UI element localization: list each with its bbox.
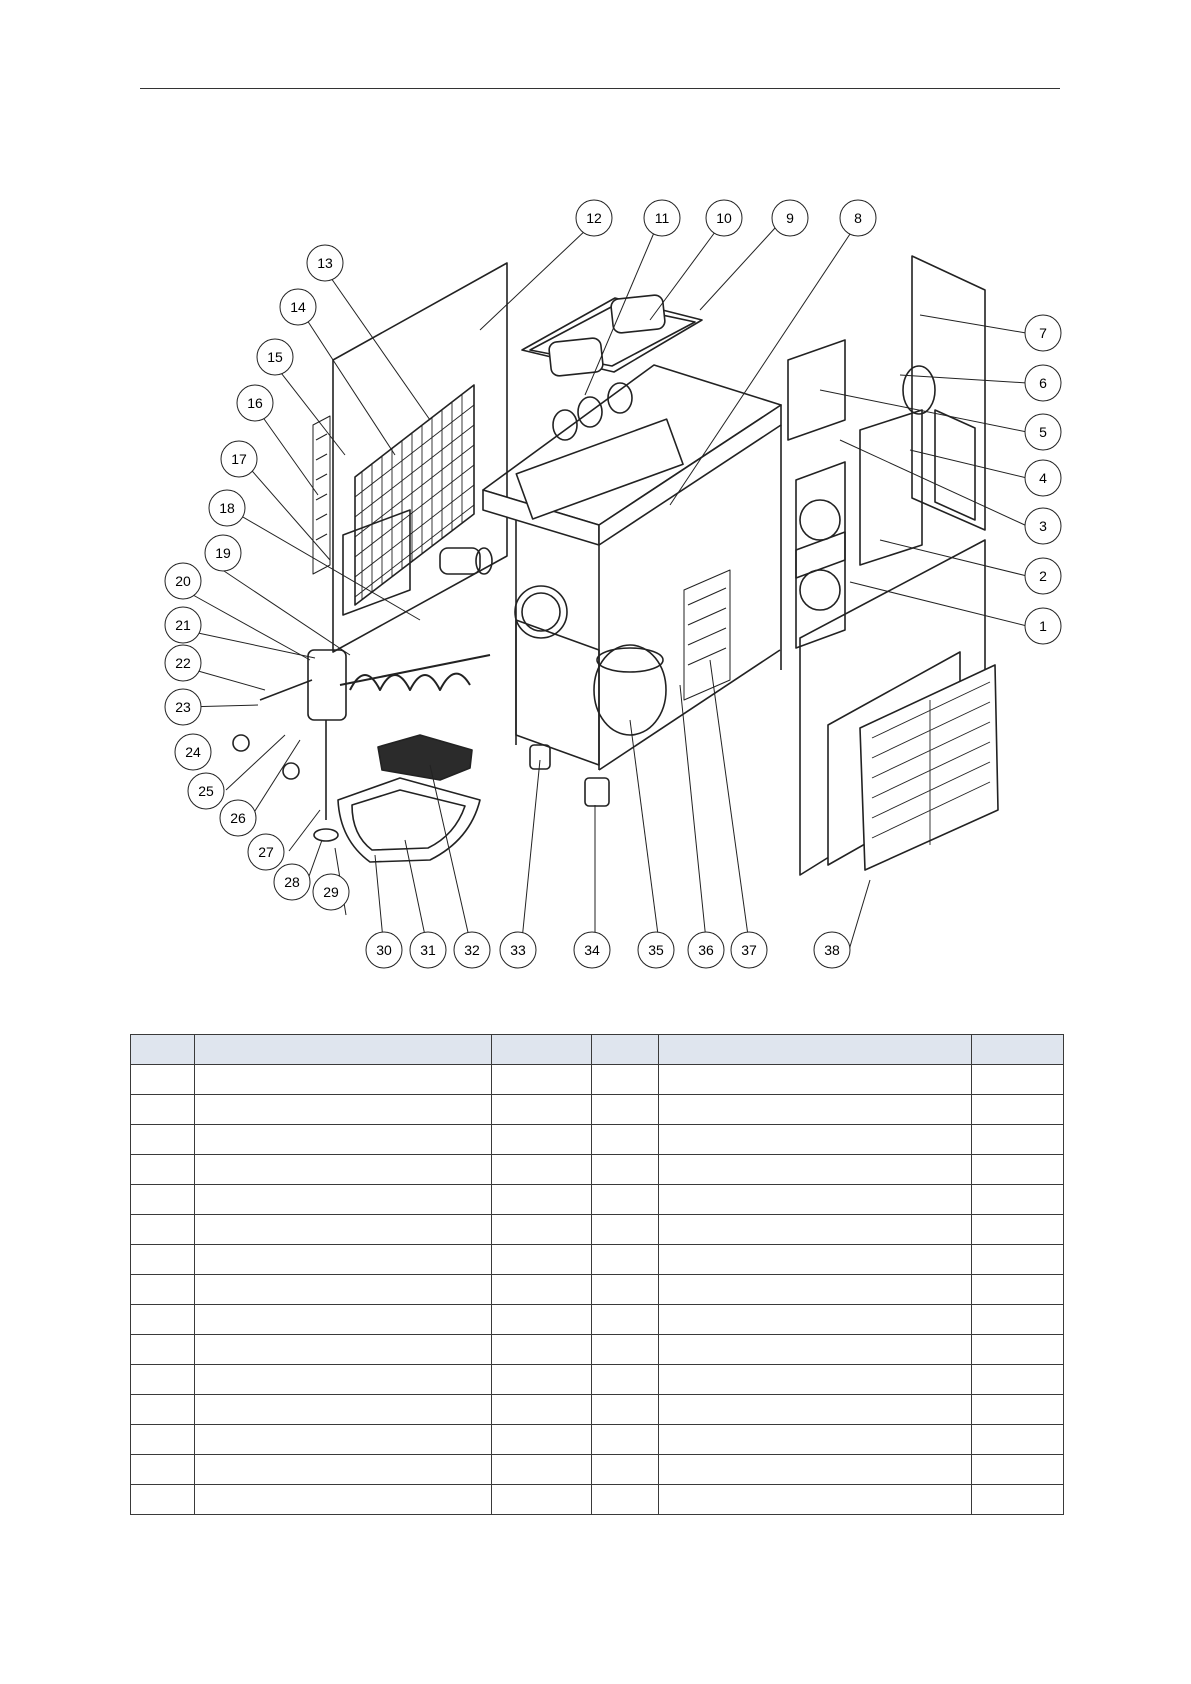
table-cell [659,1395,972,1425]
table-row [131,1125,1064,1155]
table-cell [659,1275,972,1305]
column-header [131,1035,195,1065]
svg-text:31: 31 [420,942,436,958]
svg-text:15: 15 [267,349,283,365]
callout-31 [410,932,446,968]
callout-25 [188,773,224,809]
callout-16 [237,385,273,421]
callout-38 [814,932,850,968]
table-cell [492,1245,592,1275]
table-cell [195,1365,492,1395]
callout-22 [165,645,201,681]
table-cell [492,1095,592,1125]
svg-text:19: 19 [215,545,231,561]
svg-text:23: 23 [175,699,191,715]
callout-8 [840,200,876,236]
svg-text:16: 16 [247,395,263,411]
callout-14 [280,289,316,325]
callout-17 [221,441,257,477]
table-cell [659,1365,972,1395]
callout-28 [274,864,310,900]
table-cell [492,1275,592,1305]
table-cell [592,1185,659,1215]
svg-text:18: 18 [219,500,235,516]
table-cell [972,1065,1064,1095]
svg-text:14: 14 [290,299,306,315]
svg-text:22: 22 [175,655,191,671]
table-cell [659,1425,972,1455]
hopper-lids [522,294,702,376]
svg-text:12: 12 [586,210,602,226]
callout-1 [1025,608,1061,644]
table-cell [592,1245,659,1275]
table-cell [592,1095,659,1125]
table-cell [592,1065,659,1095]
svg-text:3: 3 [1039,518,1047,534]
table-cell [972,1335,1064,1365]
table-row [131,1185,1064,1215]
table-row [131,1155,1064,1185]
foot-33 [530,745,550,769]
svg-text:2: 2 [1039,568,1047,584]
table-cell [131,1215,195,1245]
table-cell [195,1125,492,1155]
svg-text:27: 27 [258,844,274,860]
table-cell [195,1425,492,1455]
svg-text:28: 28 [284,874,300,890]
table-cell [131,1245,195,1275]
table-cell [592,1155,659,1185]
callout-20 [165,563,201,599]
right-side-panel [912,256,985,530]
table-cell [195,1095,492,1125]
svg-text:17: 17 [231,451,247,467]
table-cell [131,1425,195,1455]
table-cell [492,1335,592,1365]
callout-5 [1025,414,1061,450]
svg-text:26: 26 [230,810,246,826]
drip-tray [338,778,480,862]
column-header [492,1035,592,1065]
table-cell [592,1305,659,1335]
table-cell [492,1365,592,1395]
svg-text:13: 13 [317,255,333,271]
svg-text:25: 25 [198,783,214,799]
table-cell [972,1125,1064,1155]
table-cell [592,1485,659,1515]
table-cell [972,1485,1064,1515]
svg-text:24: 24 [185,744,201,760]
callout-26 [220,800,256,836]
callout-32 [454,932,490,968]
table-row [131,1275,1064,1305]
callout-13 [307,245,343,281]
callout-12 [576,200,612,236]
table-cell [972,1395,1064,1425]
table-cell [492,1455,592,1485]
table-cell [131,1185,195,1215]
svg-text:29: 29 [323,884,339,900]
callout-36 [688,932,724,968]
callout-37 [731,932,767,968]
callout-7 [1025,315,1061,351]
svg-text:35: 35 [648,942,664,958]
drip-grid [378,735,472,780]
table-cell [972,1455,1064,1485]
callout-29 [313,874,349,910]
table-cell [592,1275,659,1305]
main-cabinet [483,365,781,770]
table-cell [195,1335,492,1365]
table-cell [592,1425,659,1455]
table-cell [972,1365,1064,1395]
table-row [131,1485,1064,1515]
table-row [131,1065,1064,1095]
table-cell [592,1125,659,1155]
column-header [659,1035,972,1065]
table-row [131,1335,1064,1365]
table-cell [492,1065,592,1095]
gasket-rings [553,383,632,440]
table-cell [972,1425,1064,1455]
table-cell [195,1065,492,1095]
table-cell [131,1485,195,1515]
table-cell [659,1485,972,1515]
fan-assembly [788,340,935,648]
table-cell [972,1275,1064,1305]
table-cell [659,1335,972,1365]
table-row [131,1365,1064,1395]
column-header [592,1035,659,1065]
table-row [131,1305,1064,1335]
knob-26 [283,763,299,779]
table-cell [972,1245,1064,1275]
svg-text:6: 6 [1039,375,1047,391]
table-cell [131,1155,195,1185]
table-cell [195,1185,492,1215]
svg-text:10: 10 [716,210,732,226]
table-cell [592,1335,659,1365]
table-row [131,1425,1064,1455]
table-cell [659,1155,972,1185]
callout-6 [1025,365,1061,401]
table-row [131,1095,1064,1125]
table-cell [972,1215,1064,1245]
table-cell [659,1185,972,1215]
table-cell [592,1365,659,1395]
svg-text:11: 11 [654,210,670,226]
table-cell [659,1125,972,1155]
table-cell [492,1125,592,1155]
callout-2 [1025,558,1061,594]
knob-24 [233,735,249,751]
table-cell [131,1455,195,1485]
table-cell [131,1365,195,1395]
table-cell [659,1095,972,1125]
table-cell [195,1455,492,1485]
table-cell [659,1455,972,1485]
svg-text:7: 7 [1039,325,1047,341]
table-cell [659,1305,972,1335]
table-cell [131,1125,195,1155]
table-cell [131,1305,195,1335]
table-cell [195,1275,492,1305]
parts-table [130,1034,1064,1515]
callout-27 [248,834,284,870]
callout-18 [209,490,245,526]
svg-text:32: 32 [464,942,480,958]
callout-19 [205,535,241,571]
callout-3 [1025,508,1061,544]
table-cell [659,1215,972,1245]
table-cell [195,1215,492,1245]
auger [340,655,490,690]
table-cell [195,1395,492,1425]
svg-text:36: 36 [698,942,714,958]
table-cell [492,1155,592,1185]
table-cell [592,1395,659,1425]
svg-text:20: 20 [175,573,191,589]
table-cell [972,1155,1064,1185]
svg-text:37: 37 [741,942,757,958]
svg-text:8: 8 [854,210,862,226]
table-cell [131,1095,195,1125]
svg-text:30: 30 [376,942,392,958]
callout-9 [772,200,808,236]
svg-text:9: 9 [786,210,794,226]
table-cell [492,1215,592,1245]
callout-15 [257,339,293,375]
callout-33 [500,932,536,968]
table-header-row [131,1035,1064,1065]
table-cell [972,1185,1064,1215]
svg-text:21: 21 [175,617,191,633]
callout-23 [165,689,201,725]
table-row [131,1455,1064,1485]
table-cell [659,1245,972,1275]
table-cell [492,1425,592,1455]
table-row [131,1395,1064,1425]
callout-4 [1025,460,1061,496]
table-cell [592,1215,659,1245]
dispense-valve [260,650,346,841]
svg-text:5: 5 [1039,424,1047,440]
table-cell [592,1455,659,1485]
svg-text:4: 4 [1039,470,1047,486]
table-row [131,1215,1064,1245]
callout-35 [638,932,674,968]
table-cell [492,1305,592,1335]
column-header [972,1035,1064,1065]
svg-text:38: 38 [824,942,840,958]
table-cell [972,1305,1064,1335]
callout-21 [165,607,201,643]
table-cell [195,1305,492,1335]
svg-text:1: 1 [1039,618,1047,634]
callout-24 [175,734,211,770]
svg-text:33: 33 [510,942,526,958]
foot-34 [585,778,609,806]
table-row [131,1245,1064,1275]
column-header [195,1035,492,1065]
callout-30 [366,932,402,968]
table-cell [659,1065,972,1095]
table-cell [131,1335,195,1365]
table-cell [972,1095,1064,1125]
table-cell [131,1275,195,1305]
table-cell [492,1395,592,1425]
table-cell [195,1245,492,1275]
table-cell [195,1155,492,1185]
callout-11 [644,200,680,236]
table-cell [492,1185,592,1215]
callout-10 [706,200,742,236]
table-cell [195,1485,492,1515]
condenser [684,570,730,700]
svg-text:34: 34 [584,942,600,958]
table-cell [131,1395,195,1425]
table-cell [131,1065,195,1095]
table-cell [492,1485,592,1515]
callout-34 [574,932,610,968]
